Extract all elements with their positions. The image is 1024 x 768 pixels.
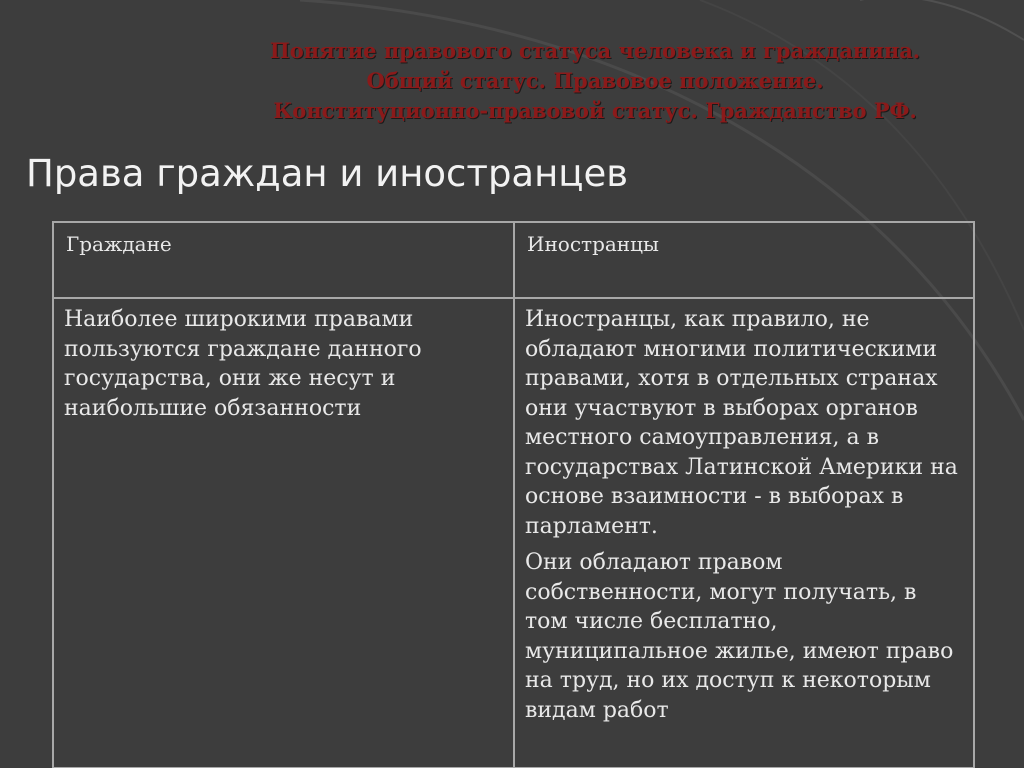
slide-title: Права граждан и иностранцев	[26, 152, 629, 195]
header-line: Общий статус. Правовое положение.	[366, 68, 824, 93]
slide-header	[150, 36, 1024, 126]
header-line: Конституционно-правовой статус. Гражданство РФ.	[273, 98, 917, 123]
header-line: Понятие правового статуса человека и гражданина.	[269, 38, 921, 63]
column-header-citizens: Граждане	[53, 222, 514, 298]
table-header-row	[53, 222, 974, 298]
table-row	[53, 298, 974, 768]
citizens-text: Наиболее широкими правами пользуются граждане данного государства, они же несут и наибольшие обязанности	[64, 307, 422, 421]
foreigners-paragraph: Они обладают правом собственности, могут получать, в том числе бесплатно, муниципальное жилье, имеют право на труд, но их доступ к некоторым видам работ	[525, 550, 954, 723]
citizens-cell	[53, 298, 514, 768]
foreigners-paragraph: Иностранцы, как правило, не обладают многими политическими правами, хотя в отдельных странах они участвуют в выборах органов местного самоуправления, а в государствах Латинской Америки на основе взаимности - в выборах в парламент.	[525, 307, 958, 539]
comparison-table	[52, 221, 975, 768]
column-header-foreigners: Иностранцы	[514, 222, 974, 298]
foreigners-cell	[514, 298, 974, 768]
